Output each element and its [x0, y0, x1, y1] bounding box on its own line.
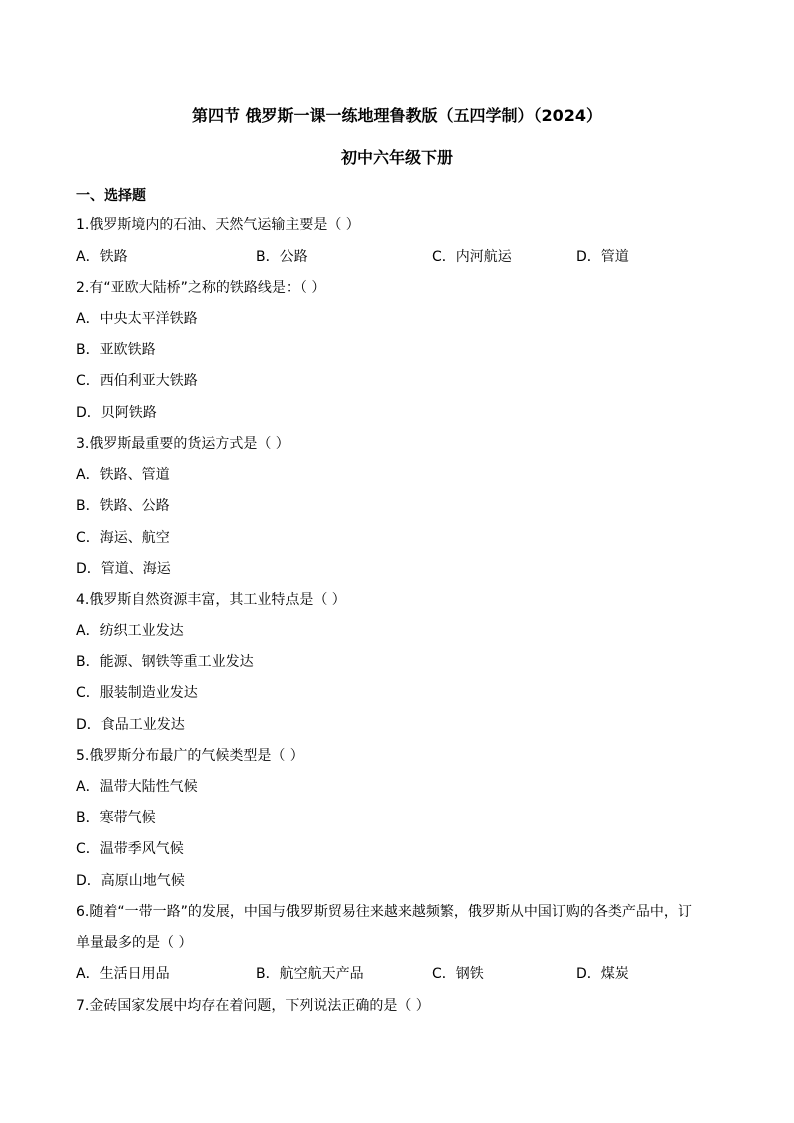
- question-1-option-d: D．管道: [576, 249, 629, 265]
- question-1-options: [76, 247, 736, 267]
- section-heading: 一、选择题: [76, 188, 146, 204]
- question-6-stem-line-2: 单量最多的是（ ）: [76, 935, 193, 951]
- question-1-stem: 1.俄罗斯境内的石油、天然气运输主要是（ ）: [76, 217, 360, 233]
- question-5-option-d: D．高原山地气候: [76, 873, 185, 889]
- question-2-option-d: D．贝阿铁路: [76, 405, 157, 421]
- question-6-option-d: D．煤炭: [576, 966, 629, 982]
- question-5-option-a: A．温带大陆性气候: [76, 779, 198, 795]
- question-1-option-a: A．铁路: [76, 249, 128, 265]
- question-3-stem: 3.俄罗斯最重要的货运方式是（ ）: [76, 436, 290, 452]
- question-2-option-b: B．亚欧铁路: [76, 342, 156, 358]
- question-1-option-b: B．公路: [256, 249, 308, 265]
- question-6-option-c: C．钢铁: [432, 966, 484, 982]
- question-3-option-d: D．管道、海运: [76, 561, 171, 577]
- question-6-option-b: B．航空航天产品: [256, 966, 364, 982]
- question-5-option-c: C．温带季风气候: [76, 841, 184, 857]
- question-4-option-a: A．纺织工业发达: [76, 623, 184, 639]
- question-3-option-a: A．铁路、管道: [76, 467, 170, 483]
- question-6-option-a: A．生活日用品: [76, 966, 170, 982]
- document-subtitle: 初中六年级下册: [340, 148, 453, 167]
- question-3-option-b: B．铁路、公路: [76, 498, 170, 514]
- question-4-option-b: B．能源、钢铁等重工业发达: [76, 654, 254, 670]
- question-1-option-c: C．内河航运: [432, 249, 512, 265]
- document-title: 第四节 俄罗斯一课一练地理鲁教版（五四学制）（2024）: [191, 106, 603, 125]
- question-2-option-c: C．西伯利亚大铁路: [76, 373, 198, 389]
- question-2-option-a: A．中央太平洋铁路: [76, 311, 198, 327]
- question-4-stem: 4.俄罗斯自然资源丰富，其工业特点是（ ）: [76, 592, 346, 608]
- question-4-option-d: D．食品工业发达: [76, 717, 185, 733]
- question-3-option-c: C．海运、航空: [76, 530, 170, 546]
- question-5-stem: 5.俄罗斯分布最广的气候类型是（ ）: [76, 748, 304, 764]
- question-7-stem: 7.金砖国家发展中均存在着问题，下列说法正确的是（ ）: [76, 998, 430, 1014]
- question-5-option-b: B．寒带气候: [76, 810, 156, 826]
- question-2-stem: 2.有“亚欧大陆桥”之称的铁路线是：（ ）: [76, 280, 326, 296]
- question-4-option-c: C．服装制造业发达: [76, 685, 198, 701]
- question-6-stem-line-1: 6.随着“一带一路”的发展，中国与俄罗斯贸易往来越来越频繁，俄罗斯从中国订购的各类产品中，订: [76, 904, 692, 920]
- question-6-options: [76, 964, 736, 984]
